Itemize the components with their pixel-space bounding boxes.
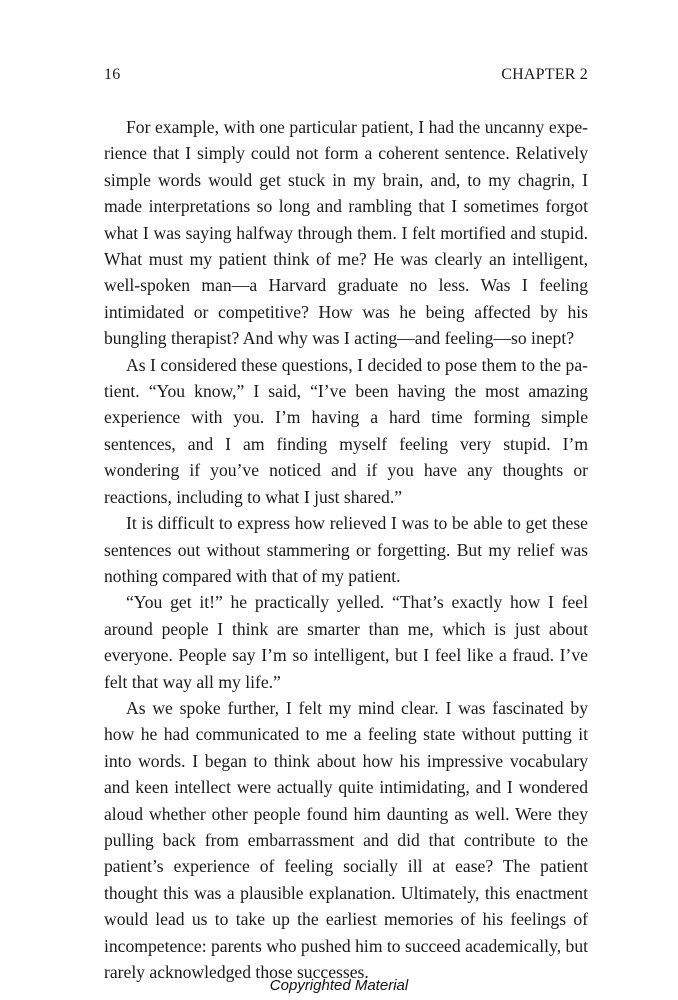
body-text (104, 114, 588, 985)
page-number: 16 (104, 66, 121, 83)
paragraph: It is difficult to express how relieved I was to be able to get these sentences out without stammering or forgetting. But my relief was nothing compared with that of my patient. (104, 513, 588, 586)
paragraph: “You get it!” he practically yelled. “That’s exactly how I feel around people I think are smarter than me, which is just about everyone. People say I’m so intelligent, but I feel like a fraud. I’ve felt that way all my life.” (104, 592, 588, 692)
paragraph: As I considered these questions, I decided to pose them to the patient. “You know,” I said, “I’ve been having the most amazing experience with you. I’m having a hard time forming simple sentences, and I am finding myself feeling very stupid. I’m wondering if you’ve noticed and if you have any thoughts or reactions, including to what I just shared.” (104, 354, 588, 507)
paragraph: As we spoke further, I felt my mind clear. I was fascinated by how he had communicated to me a feeling state without putting it into words. I began to think about how his impressive vocabulary and keen intellect were actually quite intimidating, and I wondered aloud whether other people found him daunting as well. Were they pulling back from embarrassment and did that contribute to the patient’s experience of feeling socially ill at ease? The patient thought this was a plausible explanation. Ultimately, this enactment would lead us to take up the earliest memories of his feelings of incompetence: parents who pushed him to succeed academically, but rarely acknowledged those successes. (104, 697, 588, 982)
running-head (104, 66, 588, 90)
chapter-label: CHAPTER 2 (501, 66, 588, 83)
copyright-notice: Copyrighted Material (269, 977, 409, 994)
paragraph: For example, with one particular patient, I had the uncanny experience that I simply could not form a coherent sentence. Relatively simple words would get stuck in my brain, and, to my chagrin, I made interpretations so long and rambling that I sometimes forgot what I was saying halfway through them. I felt mortified and stupid. What must my patient think of me? He was clearly an intelligent, well-spoken man—a Harvard graduate no less. Was I feeling intimidated or competitive? How was he being affected by his bungling therapist? And why was I acting—and feeling—so inept? (104, 117, 588, 349)
